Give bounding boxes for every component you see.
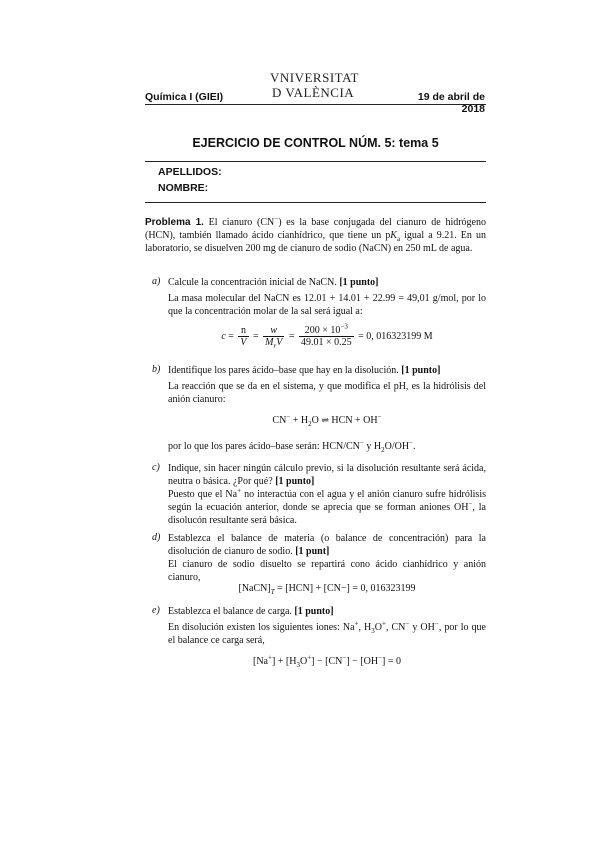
problem-statement: Problema 1. El cianuro (CN−) es la base conjugada del cianuro de hidrógeno (HCN), también llamado ácido cianhídrico, que tiene un $pK_a$ igual a 9.21. En un laboratorio, se disuelven 200 mg de cianuro de sodio (NaCN) en 250 mL de agua.	[145, 214, 486, 254]
question-c-points: [1 punto]	[275, 476, 315, 487]
answer-b: La reacción que se da en el sistema, y que modifica el pH, es la hidrólisis del anión cianuro:	[168, 381, 486, 405]
eq-a-exponent: −3	[340, 322, 348, 331]
problem-text-3: igual a 9.21. En un laboratorio, se disuelven 200 mg de cianuro de sodio (NaCN) en 250 mL de agua.	[145, 230, 486, 254]
question-d-points: [1 punt]	[295, 546, 330, 557]
answer-b-text: por lo que los pares ácido–base serán: HCN/CN	[168, 441, 360, 452]
question-b-prompt: Identifique los pares ácido–base que hay en la disolución.	[168, 365, 399, 376]
question-d-letter: d)	[152, 532, 161, 543]
eq-a-denominator: 49.01 × 0.25	[301, 337, 352, 348]
question-b-letter: b)	[152, 364, 161, 375]
question-e-letter: e)	[152, 605, 160, 616]
equation-a: c = $\frac{n}{V}$ = $\frac{w}{M_rV}$ = $\frac{200 \times 10^{-3}}{49.01 \times 0.25}$ = 0, 016323199 M	[221, 322, 433, 350]
answer-e-1: En disolución existen los siguientes iones: Na	[168, 622, 355, 633]
question-c-text	[168, 462, 486, 488]
surname-label: APELLIDOS:	[158, 166, 222, 178]
header-rule	[145, 104, 486, 105]
name-label: NOMBRE:	[158, 182, 209, 194]
question-d-text	[168, 532, 486, 558]
answer-e: En disolución existen los siguientes iones: Na+, $H_3O^+$, CN− y OH−, por lo que el balance ce carga será,	[168, 619, 486, 646]
answer-b-pairs: por lo que los pares ácido–base serán: HCN/CN− y $H_2O/OH^-$.	[168, 438, 416, 454]
title-rule	[145, 161, 486, 162]
question-e-points: [1 punto]	[294, 606, 334, 617]
answer-c-2: no interactúa con el agua y el anión cianuro sufre hidrólisis según la ecuación anterior, donde se aprecia que se forman aniones OH	[168, 489, 486, 513]
problem-text-1: El cianuro (CN	[208, 217, 275, 228]
question-a-letter: a)	[152, 276, 161, 287]
logo-line-2: D VALÈNCIA	[272, 85, 355, 100]
question-e-prompt: Establezca el balance de carga.	[168, 606, 292, 617]
question-b-points: [1 punto]	[401, 365, 441, 376]
problem-label: Problema 1.	[145, 217, 204, 228]
question-e-text	[168, 605, 486, 618]
answer-d: El cianuro de sodio disuelto se repartirá cono ácido cianhídrico y anión cianuro,	[168, 559, 486, 583]
fields-rule	[145, 202, 486, 203]
answer-c-1: Puesto que el Na	[168, 489, 238, 500]
answer-a: La masa molecular del NaCN es 12.01 + 14.01 + 22.99 = 49,01 g/mol, por lo que la concentración molar de la sal será igual a:	[168, 293, 486, 317]
answer-c-3: , la disolucón resultante será básica.	[168, 502, 486, 526]
answer-e-2: , por lo que el balance ce carga será,	[168, 622, 486, 646]
question-c-letter: c)	[152, 462, 160, 473]
equation-b: $CN^- + H_2O$ ⇌ HCN + OH−	[272, 412, 382, 428]
question-b-text	[168, 364, 486, 377]
question-d-prompt: Establezca el balance de materia (o balance de concentración) para la disolución de cianuro de sodio.	[168, 533, 486, 557]
answer-c: Puesto que el Na+ no interactúa con el agua y el anión cianuro sufre hidrólisis según la ecuación anterior, donde se aprecia que se forman aniones OH−, la disolucón resultante será básica.	[168, 486, 486, 526]
problem-text-2: ) es la base conjugada del cianuro de hidrógeno (HCN), también llamado ácido cianhídrico, que tiene un p	[145, 217, 486, 241]
logo-line-1: VNIVERSITAT	[270, 70, 359, 85]
question-c-prompt: Indique, sin hacer ningún cálculo previo, si la disolución resultante será ácida, neutra o básica. ¿Por qué?	[168, 463, 486, 487]
eq-d-left: [NaCN]	[238, 583, 271, 594]
question-a-prompt: Calcule la concentración inicial de NaCN.	[168, 277, 337, 288]
equation-e: $[Na^+] + [H_3O^+] - [CN^-] - [OH^-] = 0$	[252, 653, 401, 669]
exam-date: 19 de abril de 2018	[417, 91, 485, 115]
eq-d-right: = [HCN] + [CN−] = 0, 016323199	[274, 583, 416, 594]
course-name: Química I (GIEI)	[145, 91, 224, 103]
eq-a-numerator: 200 × 10	[304, 325, 341, 336]
question-a-points: [1 punto]	[339, 277, 379, 288]
page-title: EJERCICIO DE CONTROL NÚM. 5: tema 5	[192, 136, 439, 150]
equation-d: $[NaCN]_T = [HCN] + [CN-] = 0$, 016323199	[238, 583, 416, 596]
eq-a-result: = 0, 016323199 M	[358, 330, 433, 342]
university-logo	[270, 70, 359, 100]
question-a-text	[168, 276, 486, 289]
